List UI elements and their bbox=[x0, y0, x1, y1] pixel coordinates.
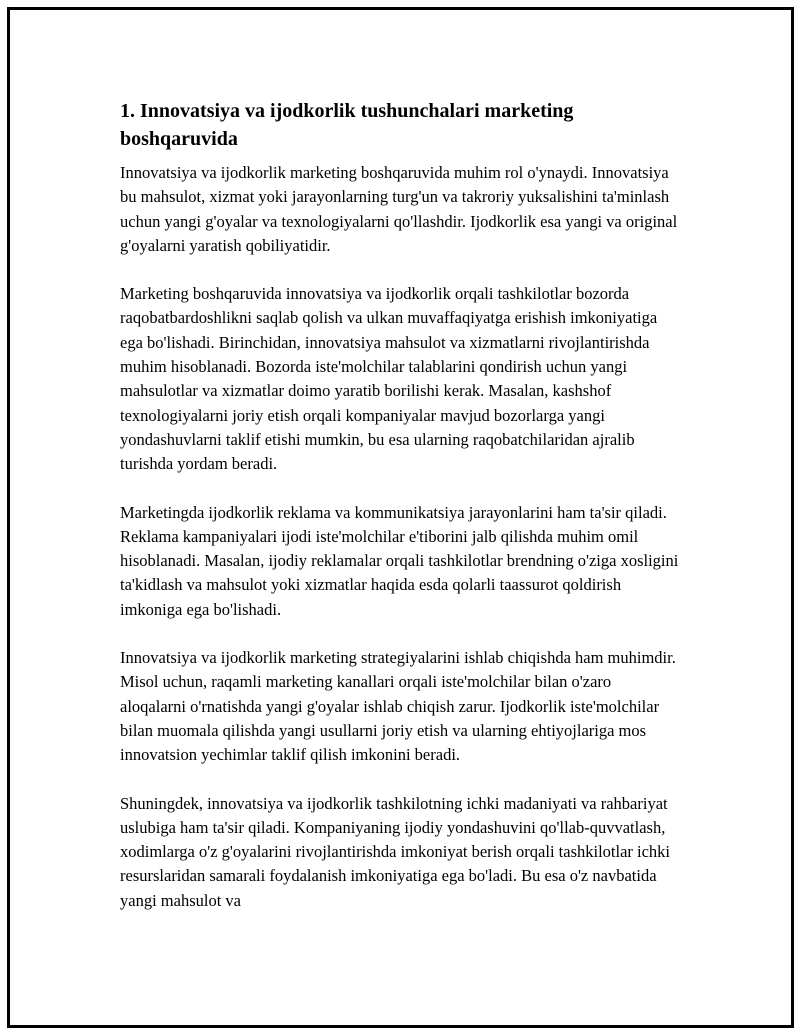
document-body bbox=[120, 97, 680, 937]
paragraph-3: Marketingda ijodkorlik reklama va kommunikatsiya jarayonlarini ham ta'sir qiladi. Reklama kampaniyalari ijodi iste'molchilar e'tiborini jalb qilishda muhim omil hisoblanadi. Masalan, ijodiy reklamalar orqali tashkilotlar brendning o'ziga xosligini ta'kidlash va mahsulot yoki xizmatlar haqida esda qolarli taassurot qoldirish imkoniga ega bo'lishadi. bbox=[120, 502, 679, 619]
paragraph-1: Innovatsiya va ijodkorlik marketing boshqaruvida muhim rol o'ynaydi. Innovatsiya bu mahsulot, xizmat yoki jarayonlarning turg'un va takroriy yuksalishini ta'minlash uchun yangi g'oyalar va texnologiyalarni qo'llashdir. Ijodkorlik esa yangi va original g'oyalarni yaratish qobiliyatidir. bbox=[120, 163, 678, 255]
section-heading: 1. Innovatsiya va ijodkorlik tushunchalari marketing boshqaruvida bbox=[120, 100, 574, 150]
paragraph-5: Shuningdek, innovatsiya va ijodkorlik tashkilotning ichki madaniyati va rahbariyat uslubiga ham ta'sir qiladi. Kompaniyaning ijodiy yondashuvini qo'llab-quvvatlash, xodimlarga o'z g'oyalarini rivojlantirishda imkoniyat berish orqali tashkilotlar ichki resurslaridan samarali foydalanish imkoniyatiga ega bo'ladi. Bu esa o'z navbatida yangi mahsulot va bbox=[120, 793, 671, 910]
paragraph-4: Innovatsiya va ijodkorlik marketing strategiyalarini ishlab chiqishda ham muhimdir. Misol uchun, raqamli marketing kanallari orqali iste'molchilar bilan o'zaro aloqalarni o'rnatishda yangi g'oyalar ishlab chiqish zarur. Ijodkorlik iste'molchilar bilan muomala qilishda yangi usullarni joriy etish va ularning ehtiyojlariga mos innovatsion yechimlar taklif qilish imkonini beradi. bbox=[120, 648, 676, 765]
paragraph-2: Marketing boshqaruvida innovatsiya va ijodkorlik orqali tashkilotlar bozorda raqobatbardoshlikni saqlab qolish va ulkan muvaffaqiyatga erishish imkoniyatiga ega bo'lishadi. Birinchidan, innovatsiya mahsulot va xizmatlarni rivojlantirishda muhim hisoblanadi. Bozorda iste'molchilar talablarini qondirish uchun yangi mahsulotlar va xizmatlar doimo yaratib borilishi kerak. Masalan, kashshof texnologiyalarni joriy etish orqali kompaniyalar mavjud bozorlarga yangi yondashuvlarni taklif etishi mumkin, bu esa ularning raqobatchilaridan ajralib turishda yordam beradi. bbox=[120, 284, 658, 474]
page-frame bbox=[7, 7, 794, 1028]
